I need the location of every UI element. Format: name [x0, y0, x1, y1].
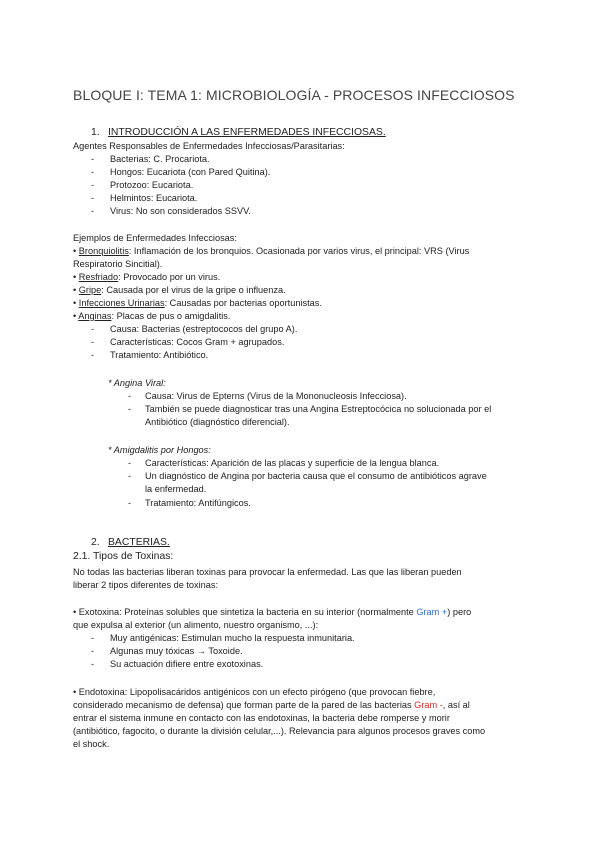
- toxins-intro: No todas las bacterias liberan toxinas para provocar la enfermedad. Las que las liberan pueden: [73, 567, 462, 577]
- dash-marker: -: [91, 646, 95, 656]
- dash-marker: -: [128, 471, 132, 481]
- subsection-title: 2.1. Tipos de Toxinas:: [73, 551, 174, 562]
- dash-marker: -: [128, 458, 132, 468]
- viral-item: Causa: Virus de Epterns (Virus de la Mononucleosis Infecciosa).: [145, 391, 407, 401]
- agents-title: Agentes Responsables de Enfermedades Infecciosas/Parasitarias:: [73, 141, 345, 151]
- exotoxina-item: Su actuación difiere entre exotoxinas.: [110, 659, 264, 669]
- disease-text: : Provocado por un virus.: [118, 272, 221, 282]
- section-1-number: 1.: [91, 127, 100, 138]
- examples-title: Ejemplos de Enfermedades Infecciosas:: [73, 233, 237, 243]
- example-bronquiolitis-cont: Respiratorio Sincitial).: [73, 259, 163, 269]
- dash-marker: -: [128, 404, 132, 414]
- dash-marker: -: [128, 498, 132, 508]
- agent-item: Helmintos: Eucariota.: [110, 193, 198, 203]
- dash-marker: -: [91, 167, 95, 177]
- agent-item: Protozoo: Eucariota.: [110, 180, 194, 190]
- angina-item: Causa: Bacterias (estreptococos del grupo A).: [110, 324, 298, 334]
- exotoxina-text: • Exotoxina: Proteínas solubles que sintetiza la bacteria en su interior (normalmente: [73, 607, 417, 617]
- disease-name: Anginas: [78, 311, 112, 321]
- agent-item: Bacterias: C. Procariota.: [110, 154, 210, 164]
- amigdalitis-hongos-title: * Amigdalitis por Hongos:: [108, 445, 211, 455]
- agent-item: Virus: No son considerados SSVV.: [110, 206, 251, 216]
- endotoxina-line-5: el shock.: [73, 739, 110, 749]
- hongos-item: Tratamiento: Antifúngicos.: [145, 498, 251, 508]
- example-gripe: [73, 284, 286, 296]
- endotoxina-line-2: [73, 699, 470, 711]
- exotoxina-text-end: ) pero: [447, 607, 472, 617]
- dash-marker: -: [91, 337, 95, 347]
- dash-marker: -: [91, 633, 95, 643]
- angina-viral-title: * Angina Viral:: [108, 378, 166, 388]
- page-title: BLOQUE I: TEMA 1: MICROBIOLOGÍA - PROCESOS INFECCIOSOS: [73, 87, 515, 103]
- section-2-number: 2.: [91, 537, 100, 548]
- hongos-item-cont: la enfermedad.: [145, 484, 207, 494]
- disease-text: : Inflamación de los bronquios. Ocasionada por varios virus, el principal: VRS (Virus: [128, 246, 470, 256]
- disease-name: Bronquiolitis: [78, 246, 129, 256]
- dash-marker: -: [91, 324, 95, 334]
- angina-item: Características: Cocos Gram + agrupados.: [110, 337, 285, 347]
- viral-item: También se puede diagnosticar tras una Angina Estreptocócica no solucionada por el: [145, 404, 492, 414]
- section-2-heading: BACTERIAS.: [108, 537, 170, 548]
- dash-marker: -: [91, 193, 95, 203]
- bullet: •: [73, 246, 77, 256]
- disease-name: Resfriado: [78, 272, 119, 282]
- dash-marker: -: [128, 391, 132, 401]
- disease-text: : Causada por el virus de la gripe o influenza.: [101, 285, 286, 295]
- endotoxina-line-4: (antibiótico, fagocito, o durante la división celular,...). Relevancia para algunos procesos graves como: [73, 726, 486, 736]
- endotoxina-line-3: entrar el sistema inmune en contacto con las endotoxinas, la bacteria debe romperse y morir: [73, 713, 450, 723]
- disease-text: : Causadas por bacterias oportunistas.: [164, 298, 322, 308]
- endotoxina-text: considerado mecanismo de defensa) que forman parte de la pared de las bacterias: [73, 700, 415, 710]
- disease-name: Infecciones Urinarias: [78, 298, 165, 308]
- dash-marker: -: [91, 206, 95, 216]
- bullet: •: [73, 285, 77, 295]
- example-infecciones-urinarias: [73, 297, 322, 309]
- bullet: •: [73, 311, 77, 321]
- exotoxina-line: [73, 606, 471, 618]
- gram-positive-label: Gram +: [416, 607, 448, 617]
- exotoxina-item: Muy antigénicas: Estimulan mucho la respuesta inmunitaria.: [110, 633, 355, 643]
- bullet: •: [73, 298, 77, 308]
- dash-marker: -: [91, 180, 95, 190]
- viral-item-cont: Antibiótico (diagnóstico diferencial).: [145, 417, 290, 427]
- bullet: •: [73, 272, 77, 282]
- agent-item: Hongos: Eucariota (con Pared Quitina).: [110, 167, 271, 177]
- dash-marker: -: [91, 154, 95, 164]
- endotoxina-line: • Endotoxina: Lipopolisacáridos antigénicos con un efecto pirógeno (que provocan fiebre,: [73, 687, 436, 697]
- toxins-intro-cont: liberar 2 tipos diferentes de toxinas:: [73, 580, 219, 590]
- disease-text: : Placas de pus o amigdalitis.: [111, 311, 231, 321]
- gram-negative-label: Gram -: [414, 700, 443, 710]
- dash-marker: -: [91, 350, 95, 360]
- disease-name: Gripe: [78, 285, 102, 295]
- exotoxina-line-cont: que expulsa al exterior (un alimento, nuestro organismo, ...):: [73, 620, 319, 630]
- dash-marker: -: [91, 659, 95, 669]
- hongos-item: Características: Aparición de las placas y superficie de la lengua blanca.: [145, 458, 440, 468]
- example-anginas: [73, 310, 230, 322]
- angina-item: Tratamiento: Antibiótico.: [110, 350, 209, 360]
- exotoxina-item: Algunas muy tóxicas → Toxoide.: [110, 646, 243, 656]
- example-bronquiolitis: [73, 245, 469, 257]
- hongos-item: Un diagnóstico de Angina por bacteria causa que el consumo de antibióticos agrave: [145, 471, 487, 481]
- section-1-heading: INTRODUCCIÓN A LAS ENFERMEDADES INFECCIOSAS.: [108, 127, 386, 138]
- example-resfriado: [73, 271, 220, 283]
- endotoxina-text-end: , así al: [442, 700, 470, 710]
